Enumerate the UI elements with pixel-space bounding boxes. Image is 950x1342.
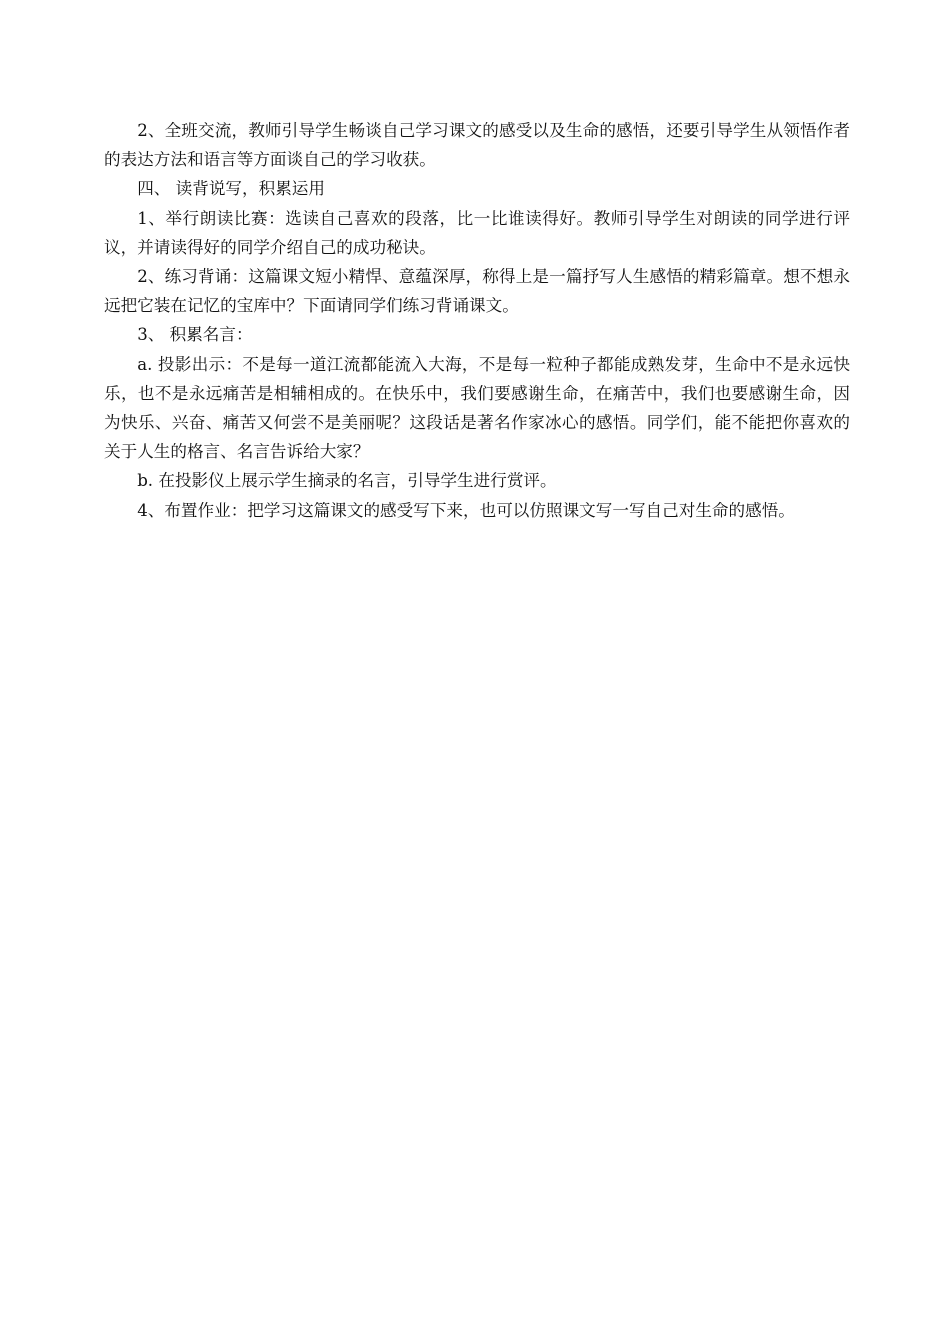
paragraph-recitation-practice: 2、练习背诵：这篇课文短小精悍、意蕴深厚，称得上是一篇抒写人生感悟的精彩篇章。想不想永远把它装在记忆的宝库中？下面请同学们练习背诵课文。 — [104, 267, 850, 316]
section-heading-reading-reciting: 四、 读背说写，积累运用 — [137, 179, 325, 199]
paragraph-homework: 4、布置作业：把学习这篇课文的感受写下来，也可以仿照课文写一写自己对生命的感悟。 — [137, 500, 795, 520]
paragraph-accumulate-quotes: 3、 积累名言： — [137, 325, 253, 345]
paragraph-class-discussion: 2、全班交流，教师引导学生畅谈自己学习课文的感受以及生命的感悟，还要引导学生从领悟作者的表达方法和语言等方面谈自己的学习收获。 — [104, 121, 850, 170]
paragraph-projection-quote: a. 投影出示：不是每一道江流都能流入大海，不是每一粒种子都能成熟发芽，生命中不是永远快乐，也不是永远痛苦是相辅相成的。在快乐中，我们要感谢生命，在痛苦中，我们也要感谢生命，因为快乐、兴奋、痛苦又何尝不是美丽呢？这段话是著名作家冰心的感悟。同学们，能不能把你喜欢的关于人生的格言、名言告诉给大家？ — [104, 354, 850, 462]
paragraph-student-quotes: b. 在投影仪上展示学生摘录的名言，引导学生进行赏评。 — [137, 471, 557, 491]
document-page — [104, 116, 850, 525]
paragraph-reading-contest: 1、举行朗读比赛：选读自己喜欢的段落，比一比谁读得好。教师引导学生对朗读的同学进行评议，并请读得好的同学介绍自己的成功秘诀。 — [104, 208, 850, 257]
